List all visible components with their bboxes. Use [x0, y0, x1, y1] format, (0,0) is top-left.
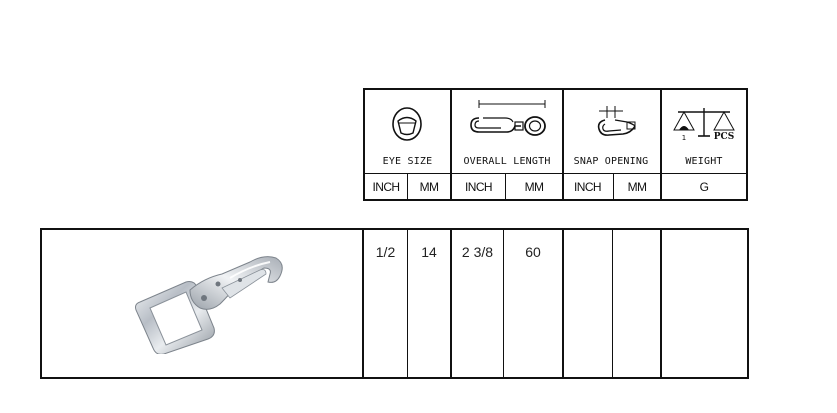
unit-length-inch: INCH — [465, 180, 492, 194]
overall-length-mm-value: 60 — [525, 244, 541, 260]
column-title-snap-opening: SNAP OPENING — [573, 156, 649, 167]
scale-pcs-text: PCS — [713, 132, 735, 142]
unit-length-mm: MM — [524, 180, 544, 194]
unit-snap-mm: MM — [627, 180, 647, 194]
swivel-snap-hook-image — [130, 244, 290, 354]
column-title-eye-size: EYE SIZE — [382, 156, 433, 167]
divider — [660, 230, 662, 377]
scale-icon — [670, 104, 738, 144]
scale-qty-text: 1 — [681, 134, 687, 142]
overall-length-inch-value: 2 3/8 — [461, 244, 494, 260]
divider — [562, 230, 564, 377]
eye-size-inch-value: 1/2 — [375, 244, 396, 260]
column-title-overall-length: OVERALL LENGTH — [463, 156, 551, 167]
divider — [365, 173, 746, 174]
unit-weight-g: G — [699, 180, 709, 194]
eye-ring-icon — [389, 105, 425, 143]
snap-opening-icon — [593, 104, 641, 144]
divider — [612, 230, 613, 377]
unit-eye-mm: MM — [419, 180, 439, 194]
unit-snap-inch: INCH — [574, 180, 601, 194]
snap-hook-length-icon — [465, 98, 557, 142]
product-row — [40, 228, 749, 379]
spec-header-table — [363, 88, 748, 201]
unit-eye-inch: INCH — [372, 180, 400, 194]
column-title-weight: WEIGHT — [685, 156, 723, 167]
eye-size-mm-value: 14 — [421, 244, 437, 260]
